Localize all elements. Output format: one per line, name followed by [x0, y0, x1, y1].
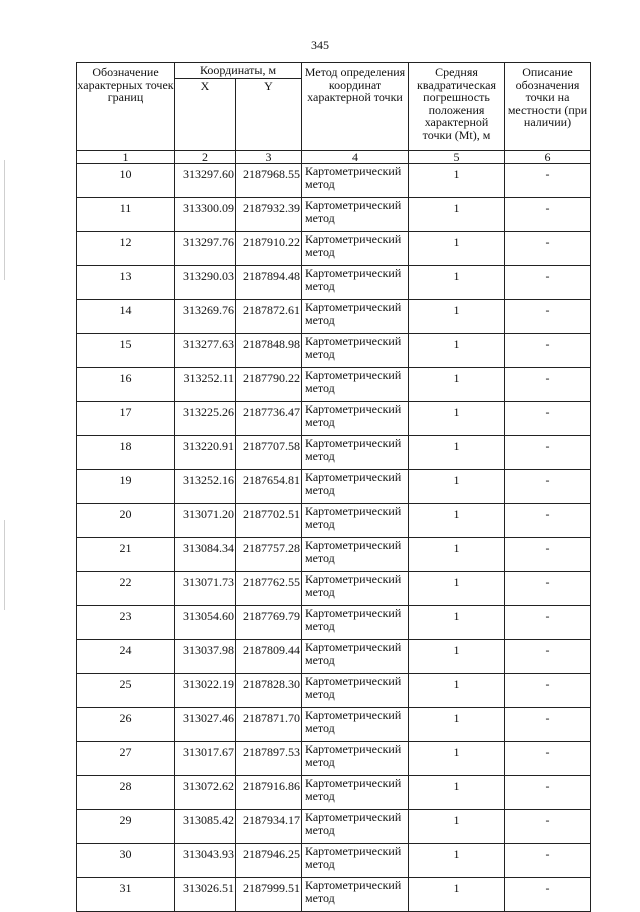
- y-coordinate: 2187790.22: [236, 368, 302, 402]
- y-coordinate: 2187848.98: [236, 334, 302, 368]
- error-cell: 1: [409, 708, 505, 742]
- description-cell: -: [505, 334, 591, 368]
- error-cell: 1: [409, 504, 505, 538]
- description-cell: -: [505, 844, 591, 878]
- point-number: 18: [77, 436, 175, 470]
- table-row: [77, 300, 591, 334]
- x-coordinate: 313072.62: [175, 776, 236, 810]
- y-coordinate: 2187702.51: [236, 504, 302, 538]
- x-coordinate: 313071.73: [175, 572, 236, 606]
- point-number: 16: [77, 368, 175, 402]
- error-cell: 1: [409, 878, 505, 912]
- y-coordinate: 2187932.39: [236, 198, 302, 232]
- header-point: Обозначение характерных точек границ: [77, 63, 175, 151]
- error-cell: 1: [409, 436, 505, 470]
- description-cell: -: [505, 300, 591, 334]
- method-cell: Картометрический метод: [302, 878, 409, 912]
- y-coordinate: 2187934.17: [236, 810, 302, 844]
- method-cell: Картометрический метод: [302, 810, 409, 844]
- method-cell: Картометрический метод: [302, 470, 409, 504]
- error-cell: 1: [409, 572, 505, 606]
- error-cell: 1: [409, 334, 505, 368]
- point-number: 31: [77, 878, 175, 912]
- table-row: [77, 606, 591, 640]
- y-coordinate: 2187707.58: [236, 436, 302, 470]
- method-cell: Картометрический метод: [302, 640, 409, 674]
- column-number: 4: [302, 151, 409, 164]
- point-number: 24: [77, 640, 175, 674]
- point-number: 10: [77, 164, 175, 198]
- error-cell: 1: [409, 232, 505, 266]
- header-method: Метод определения координат характерной точки: [302, 63, 409, 151]
- table-row: [77, 708, 591, 742]
- table-header-row: [77, 63, 591, 79]
- x-coordinate: 313022.19: [175, 674, 236, 708]
- error-cell: 1: [409, 198, 505, 232]
- header-x: X: [175, 79, 236, 151]
- x-coordinate: 313043.93: [175, 844, 236, 878]
- method-cell: Картометрический метод: [302, 708, 409, 742]
- method-cell: Картометрический метод: [302, 368, 409, 402]
- y-coordinate: 2187757.28: [236, 538, 302, 572]
- x-coordinate: 313084.34: [175, 538, 236, 572]
- table-row: [77, 402, 591, 436]
- point-number: 14: [77, 300, 175, 334]
- description-cell: -: [505, 266, 591, 300]
- column-number: 1: [77, 151, 175, 164]
- table-row: [77, 878, 591, 912]
- error-cell: 1: [409, 368, 505, 402]
- y-coordinate: 2187916.86: [236, 776, 302, 810]
- description-cell: -: [505, 810, 591, 844]
- table-row: [77, 198, 591, 232]
- description-cell: -: [505, 436, 591, 470]
- page-number: 345: [311, 38, 329, 52]
- description-cell: -: [505, 504, 591, 538]
- description-cell: -: [505, 368, 591, 402]
- method-cell: Картометрический метод: [302, 776, 409, 810]
- x-coordinate: 313269.76: [175, 300, 236, 334]
- description-cell: -: [505, 198, 591, 232]
- x-coordinate: 313220.91: [175, 436, 236, 470]
- error-cell: 1: [409, 674, 505, 708]
- table-row: [77, 470, 591, 504]
- method-cell: Картометрический метод: [302, 844, 409, 878]
- y-coordinate: 2187968.55: [236, 164, 302, 198]
- y-coordinate: 2187809.44: [236, 640, 302, 674]
- table-row: [77, 640, 591, 674]
- x-coordinate: 313300.09: [175, 198, 236, 232]
- description-cell: -: [505, 708, 591, 742]
- x-coordinate: 313017.67: [175, 742, 236, 776]
- x-coordinate: 313277.63: [175, 334, 236, 368]
- x-coordinate: 313290.03: [175, 266, 236, 300]
- header-y: Y: [236, 79, 302, 151]
- error-cell: 1: [409, 606, 505, 640]
- point-number: 19: [77, 470, 175, 504]
- error-cell: 1: [409, 300, 505, 334]
- point-number: 30: [77, 844, 175, 878]
- description-cell: -: [505, 742, 591, 776]
- scan-edge-mark: [4, 520, 5, 610]
- description-cell: -: [505, 640, 591, 674]
- error-cell: 1: [409, 742, 505, 776]
- point-number: 15: [77, 334, 175, 368]
- description-cell: -: [505, 538, 591, 572]
- method-cell: Картометрический метод: [302, 436, 409, 470]
- header-error: Средняя квадратическая погрешность положения характерной точки (Mt), м: [409, 63, 505, 151]
- y-coordinate: 2187910.22: [236, 232, 302, 266]
- error-cell: 1: [409, 776, 505, 810]
- y-coordinate: 2187762.55: [236, 572, 302, 606]
- method-cell: Картометрический метод: [302, 402, 409, 436]
- point-number: 17: [77, 402, 175, 436]
- description-cell: -: [505, 878, 591, 912]
- point-number: 11: [77, 198, 175, 232]
- point-number: 29: [77, 810, 175, 844]
- y-coordinate: 2187897.53: [236, 742, 302, 776]
- error-cell: 1: [409, 164, 505, 198]
- table-row: [77, 436, 591, 470]
- table-row: [77, 674, 591, 708]
- point-number: 22: [77, 572, 175, 606]
- x-coordinate: 313085.42: [175, 810, 236, 844]
- method-cell: Картометрический метод: [302, 164, 409, 198]
- method-cell: Картометрический метод: [302, 674, 409, 708]
- error-cell: 1: [409, 538, 505, 572]
- method-cell: Картометрический метод: [302, 198, 409, 232]
- description-cell: -: [505, 606, 591, 640]
- point-number: 27: [77, 742, 175, 776]
- column-number: 3: [236, 151, 302, 164]
- point-number: 20: [77, 504, 175, 538]
- x-coordinate: 313297.60: [175, 164, 236, 198]
- table-row: [77, 810, 591, 844]
- point-number: 23: [77, 606, 175, 640]
- method-cell: Картометрический метод: [302, 334, 409, 368]
- x-coordinate: 313027.46: [175, 708, 236, 742]
- description-cell: -: [505, 470, 591, 504]
- table-row: [77, 776, 591, 810]
- table-row: [77, 266, 591, 300]
- table-row: [77, 334, 591, 368]
- column-number: 2: [175, 151, 236, 164]
- y-coordinate: 2187769.79: [236, 606, 302, 640]
- error-cell: 1: [409, 810, 505, 844]
- column-number-row: [77, 151, 591, 164]
- point-number: 28: [77, 776, 175, 810]
- table-row: [77, 504, 591, 538]
- x-coordinate: 313252.16: [175, 470, 236, 504]
- error-cell: 1: [409, 402, 505, 436]
- description-cell: -: [505, 572, 591, 606]
- coordinates-table: [76, 62, 591, 912]
- error-cell: 1: [409, 844, 505, 878]
- error-cell: 1: [409, 266, 505, 300]
- table-row: [77, 232, 591, 266]
- point-number: 13: [77, 266, 175, 300]
- header-description: Описание обозначения точки на местности (при наличии): [505, 63, 591, 151]
- x-coordinate: 313297.76: [175, 232, 236, 266]
- table-row: [77, 844, 591, 878]
- table-row: [77, 572, 591, 606]
- x-coordinate: 313225.26: [175, 402, 236, 436]
- description-cell: -: [505, 402, 591, 436]
- description-cell: -: [505, 164, 591, 198]
- scan-edge-mark: [4, 160, 5, 280]
- x-coordinate: 313252.11: [175, 368, 236, 402]
- table-row: [77, 164, 591, 198]
- y-coordinate: 2187946.25: [236, 844, 302, 878]
- point-number: 25: [77, 674, 175, 708]
- error-cell: 1: [409, 640, 505, 674]
- y-coordinate: 2187872.61: [236, 300, 302, 334]
- y-coordinate: 2187736.47: [236, 402, 302, 436]
- method-cell: Картометрический метод: [302, 538, 409, 572]
- table-body: [77, 151, 591, 912]
- table-row: [77, 742, 591, 776]
- x-coordinate: 313037.98: [175, 640, 236, 674]
- error-cell: 1: [409, 470, 505, 504]
- method-cell: Картометрический метод: [302, 504, 409, 538]
- column-number: 6: [505, 151, 591, 164]
- description-cell: -: [505, 232, 591, 266]
- point-number: 21: [77, 538, 175, 572]
- description-cell: -: [505, 776, 591, 810]
- point-number: 26: [77, 708, 175, 742]
- x-coordinate: 313054.60: [175, 606, 236, 640]
- x-coordinate: 313071.20: [175, 504, 236, 538]
- table-row: [77, 368, 591, 402]
- method-cell: Картометрический метод: [302, 742, 409, 776]
- y-coordinate: 2187828.30: [236, 674, 302, 708]
- y-coordinate: 2187999.51: [236, 878, 302, 912]
- header-coordinates: Координаты, м: [175, 63, 302, 79]
- y-coordinate: 2187654.81: [236, 470, 302, 504]
- method-cell: Картометрический метод: [302, 232, 409, 266]
- method-cell: Картометрический метод: [302, 572, 409, 606]
- point-number: 12: [77, 232, 175, 266]
- x-coordinate: 313026.51: [175, 878, 236, 912]
- method-cell: Картометрический метод: [302, 266, 409, 300]
- y-coordinate: 2187871.70: [236, 708, 302, 742]
- method-cell: Картометрический метод: [302, 606, 409, 640]
- method-cell: Картометрический метод: [302, 300, 409, 334]
- y-coordinate: 2187894.48: [236, 266, 302, 300]
- table-row: [77, 538, 591, 572]
- description-cell: -: [505, 674, 591, 708]
- column-number: 5: [409, 151, 505, 164]
